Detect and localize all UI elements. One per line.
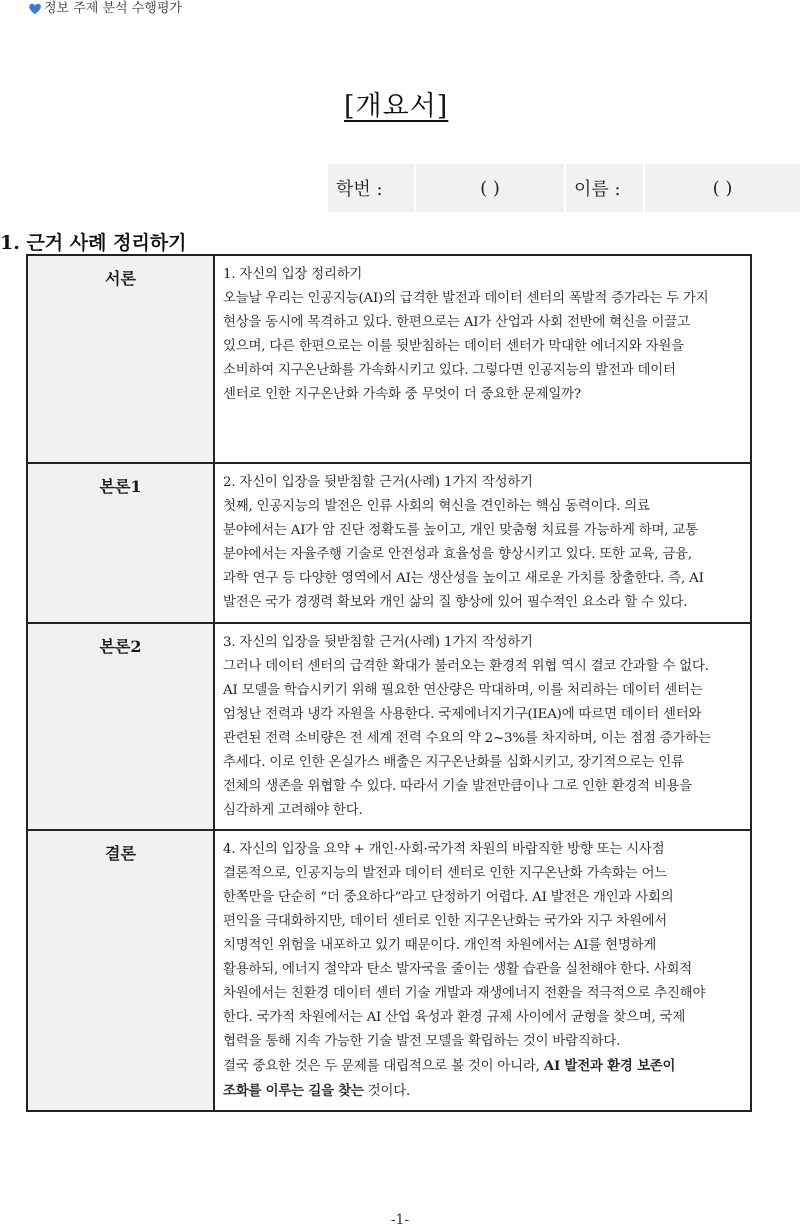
content-line: 첫째, 인공지능의 발전은 인류 사회의 혁신을 견인하는 핵심 동력이다. 의료 — [223, 499, 650, 514]
table-row-body2 — [27, 623, 751, 830]
content-line: 관련된 전력 소비량은 전 세계 전력 수요의 약 2~3%를 차지하며, 이는 점점 증가하는 — [223, 731, 711, 746]
content-line-final — [223, 1054, 742, 1079]
content-line: 과학 연구 등 다양한 영역에서 AI는 생산성을 높이고 새로운 가치를 창출한다. 즉, AI — [223, 571, 704, 586]
last-line-bold: 조화를 이루는 길을 찾는 — [223, 1083, 364, 1099]
content-line: AI 모델을 학습시키기 위해 필요한 연산량은 막대하며, 이를 처리하는 데이터 센터는 — [223, 683, 703, 698]
final-line-text: 결국 중요한 것은 두 문제를 대립적으로 볼 것이 아니라, — [223, 1059, 544, 1074]
content-line: 센터로 인한 지구온난화 가속화 중 무엇이 더 중요한 문제일까? — [223, 387, 581, 402]
content-line: 분야에서는 AI가 암 진단 정확도를 높이고, 개인 맞춤형 치료를 가능하게 하며, 교통 — [223, 523, 698, 538]
row-label-body2: 본론2 — [27, 623, 214, 830]
row-content-body2[interactable] — [214, 623, 751, 830]
student-id-label: 학번 : — [328, 164, 414, 212]
content-line: 치명적인 위험을 내포하고 있기 때문이다. 개인적 차원에서는 AI를 현명하게 — [223, 938, 657, 953]
content-line-last — [223, 1079, 742, 1104]
content-line: 오늘날 우리는 인공지능(AI)의 급격한 발전과 데이터 센터의 폭발적 증가라는 두 가지 — [223, 291, 709, 306]
table-row-body1 — [27, 463, 751, 623]
content-line: 협력을 통해 지속 가능한 기술 발전 모델을 확립하는 것이 바람직하다. — [223, 1034, 621, 1049]
row-label-body1: 본론1 — [27, 463, 214, 623]
student-info-row — [328, 164, 800, 212]
content-line: 발전은 국가 경쟁력 확보와 개인 삶의 질 향상에 있어 필수적인 요소라 할 수 있다. — [223, 595, 688, 610]
content-line: 심각하게 고려해야 한다. — [223, 803, 363, 818]
page-title: [개요서] — [344, 91, 449, 122]
content-line: 그러나 데이터 센터의 급격한 확대가 불러오는 환경적 위협 역시 결코 간과할 수 없다. — [223, 659, 709, 674]
table-row-conclusion — [27, 830, 751, 1111]
last-line-text: 것이다. — [363, 1084, 411, 1099]
row-label-conclusion: 결론 — [27, 830, 214, 1111]
document-tag — [28, 0, 182, 18]
document-tag-text: 정보 주제 분석 수행평가 — [44, 1, 182, 16]
page-number: -1- — [390, 1212, 410, 1228]
final-line-bold: AI 발전과 환경 보존이 — [543, 1058, 676, 1074]
content-line: 있으며, 다른 한편으로는 이를 뒷받침하는 데이터 센터가 막대한 에너지와 자원을 — [223, 339, 684, 354]
content-line: 3. 자신의 입장을 뒷받침할 근거(사례) 1가지 작성하기 — [223, 635, 533, 650]
content-line: 차원에서는 친환경 데이터 센터 기술 개발과 재생에너지 전환을 적극적으로 추진해야 — [223, 986, 706, 1001]
content-line: 활용하되, 에너지 절약과 탄소 발자국을 줄이는 생활 습관을 실천해야 한다. 사회적 — [223, 962, 692, 977]
content-line: 전체의 생존을 위협할 수 있다. 따라서 기술 발전만큼이나 그로 인한 환경적 비용을 — [223, 779, 692, 794]
content-line: 엄청난 전력과 냉각 자원을 사용한다. 국제에너지기구(IEA)에 따르면 데이터 센터와 — [223, 707, 702, 722]
section-heading: 1. 근거 사례 정리하기 — [0, 232, 187, 254]
content-line: 편익을 극대화하지만, 데이터 센터로 인한 지구온난화는 국가와 지구 차원에서 — [223, 914, 668, 929]
row-label-intro: 서론 — [27, 255, 214, 463]
student-id-field[interactable]: ( ) — [416, 164, 564, 212]
content-line: 소비하여 지구온난화를 가속화시키고 있다. 그렇다면 인공지능의 발전과 데이터 — [223, 363, 676, 378]
row-content-conclusion[interactable] — [214, 830, 751, 1111]
content-line: 2. 자신이 입장을 뒷받침할 근거(사례) 1가지 작성하기 — [223, 475, 533, 490]
content-line: 4. 자신의 입장을 요약 + 개인·사회·국가적 차원의 바람직한 방향 또는 시사점 — [223, 842, 665, 857]
content-line: 1. 자신의 입장 정리하기 — [223, 267, 363, 282]
row-content-intro[interactable] — [214, 255, 751, 463]
content-line: 추세다. 이로 인한 온실가스 배출은 지구온난화를 심화시키고, 장기적으로는 인류 — [223, 755, 684, 770]
content-line: 분야에서는 자율주행 기술로 안전성과 효율성을 향상시키고 있다. 또한 교육, 금융, — [223, 547, 692, 562]
blue-heart-icon — [28, 2, 42, 16]
content-line: 한다. 국가적 차원에서는 AI 산업 육성과 환경 규제 사이에서 균형을 찾으며, 국제 — [223, 1010, 686, 1025]
content-line: 결론적으로, 인공지능의 발전과 데이터 센터로 인한 지구온난화 가속화는 어느 — [223, 866, 668, 881]
outline-table — [26, 254, 752, 1112]
name-field[interactable]: ( ) — [645, 164, 800, 212]
content-line: 한쪽만을 단순히 “더 중요하다”라고 단정하기 어렵다. AI 발전은 개인과 사회의 — [223, 890, 674, 905]
content-line: 현상을 동시에 목격하고 있다. 한편으로는 AI가 산업과 사회 전반에 혁신을 이끌고 — [223, 315, 690, 330]
row-content-body1[interactable] — [214, 463, 751, 623]
name-label: 이름 : — [566, 164, 643, 212]
table-row-intro — [27, 255, 751, 463]
